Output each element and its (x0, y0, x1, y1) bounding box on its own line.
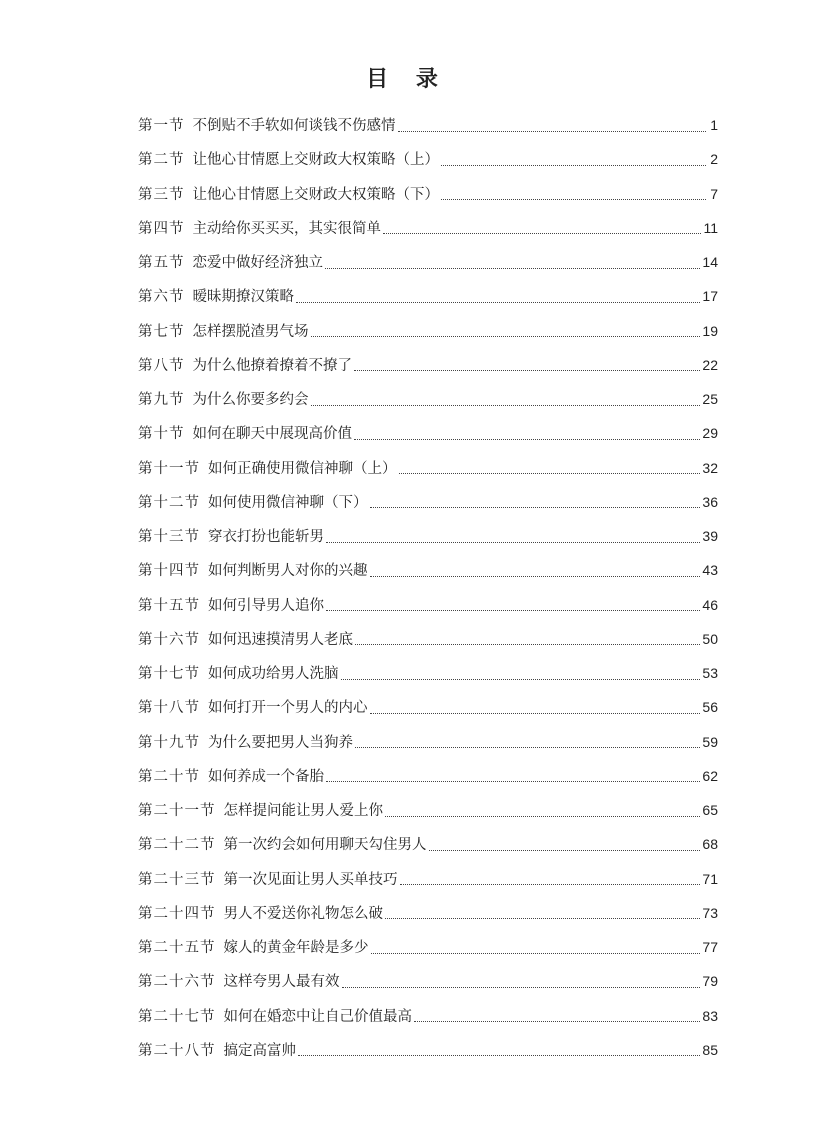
dot-leader (370, 576, 701, 577)
toc-entry-title: 怎样提问能让男人爱上你 (223, 803, 383, 819)
toc-entry[interactable] (138, 827, 718, 861)
toc-entry-title: 如何养成一个备胎 (208, 768, 324, 785)
toc-entry[interactable] (138, 964, 718, 998)
toc-section-number: 第六节 (138, 289, 185, 306)
toc-title: 目 录 (366, 66, 448, 92)
table-of-contents (138, 108, 718, 1067)
dot-leader (385, 816, 700, 817)
toc-entry[interactable] (138, 862, 718, 896)
toc-entry-title: 让他心甘情愿上交财政大权策略（下） (192, 186, 439, 203)
dot-leader (354, 370, 700, 371)
toc-page-number: 68 (702, 836, 718, 853)
dot-leader (370, 713, 701, 714)
toc-section-number: 第十五节 (138, 597, 200, 614)
toc-entry[interactable] (138, 690, 718, 724)
toc-entry[interactable] (138, 588, 718, 622)
toc-page-number: 32 (702, 459, 718, 476)
dot-leader (355, 747, 700, 748)
toc-section-number: 第二十八节 (138, 1042, 216, 1059)
toc-page-number: 71 (702, 870, 718, 887)
toc-entry[interactable] (138, 622, 718, 656)
toc-page-number: 14 (702, 254, 718, 270)
toc-entry[interactable] (138, 725, 718, 759)
toc-page-number: 79 (702, 973, 718, 990)
dot-leader (398, 131, 707, 132)
toc-section-number: 第二十七节 (138, 1008, 216, 1025)
toc-entry-title: 穿衣打扮也能斩男 (208, 529, 324, 545)
toc-section-number: 第二十六节 (138, 974, 216, 991)
toc-entry-title: 如何判断男人对你的兴趣 (208, 563, 368, 580)
toc-entry[interactable] (138, 142, 718, 176)
toc-section-number: 第十七节 (138, 666, 200, 682)
toc-entry-title: 嫁人的黄金年龄是多少 (223, 940, 369, 956)
toc-page-number: 50 (702, 630, 718, 647)
toc-entry[interactable] (138, 793, 718, 827)
toc-entry-title: 主动给你买买买，其实很简单 (192, 220, 381, 237)
toc-entry[interactable] (138, 211, 718, 245)
toc-section-number: 第九节 (138, 392, 185, 408)
dot-leader (311, 336, 701, 337)
toc-section-number: 第二十一节 (138, 803, 216, 819)
toc-section-number: 第七节 (138, 323, 185, 340)
toc-section-number: 第二节 (138, 152, 185, 169)
dot-leader (429, 850, 701, 851)
toc-section-number: 第十节 (138, 426, 185, 443)
toc-page-number: 2 (710, 151, 718, 168)
toc-page-number: 73 (702, 904, 718, 921)
toc-entry[interactable] (138, 314, 718, 348)
dot-leader (383, 233, 701, 234)
toc-entry-title: 如何打开一个男人的内心 (208, 700, 368, 717)
toc-section-number: 第十三节 (138, 529, 200, 545)
dot-leader (298, 1055, 700, 1056)
toc-entry-title: 第一次约会如何用聊天勾住男人 (223, 837, 427, 854)
dot-leader (385, 918, 700, 919)
dot-leader (399, 473, 701, 474)
toc-page-number: 22 (702, 356, 718, 373)
toc-entry[interactable] (138, 656, 718, 690)
dot-leader (400, 884, 701, 885)
toc-entry-title: 如何在聊天中展现高价值 (192, 426, 352, 443)
toc-entry-title: 这样夸男人最有效 (223, 974, 340, 991)
toc-entry[interactable] (138, 519, 718, 553)
toc-section-number: 第十一节 (138, 460, 200, 477)
toc-entry[interactable] (138, 382, 718, 416)
toc-page-number: 46 (702, 596, 718, 613)
toc-section-number: 第十二节 (138, 494, 200, 511)
toc-entry-title: 第一次见面让男人买单技巧 (223, 871, 398, 888)
toc-page-number: 11 (703, 219, 718, 236)
dot-leader (342, 987, 701, 988)
toc-section-number: 第二十三节 (138, 871, 216, 888)
toc-entry[interactable] (138, 416, 718, 450)
toc-section-number: 第三节 (138, 186, 185, 203)
toc-page-number: 39 (702, 528, 718, 544)
toc-page-number: 1 (710, 117, 718, 133)
toc-entry[interactable] (138, 485, 718, 519)
dot-leader (326, 781, 700, 782)
dot-leader (414, 1021, 700, 1022)
dot-leader (296, 302, 700, 303)
toc-section-number: 第二十四节 (138, 905, 216, 922)
dot-leader (441, 199, 706, 200)
toc-section-number: 第十九节 (138, 734, 200, 751)
toc-section-number: 第十四节 (138, 563, 200, 580)
toc-page-number: 85 (702, 1041, 718, 1058)
toc-entry-title: 怎样摆脱渣男气场 (192, 323, 309, 340)
toc-page-number: 43 (702, 562, 718, 579)
toc-entry-title: 暧昧期撩汉策略 (192, 289, 294, 306)
toc-entry[interactable] (138, 177, 718, 211)
toc-entry[interactable] (138, 451, 718, 485)
toc-entry-title: 为什么要把男人当狗养 (208, 734, 353, 751)
toc-entry-title: 恋爱中做好经济独立 (192, 255, 323, 271)
dot-leader (370, 507, 701, 508)
toc-entry-title: 为什么你要多约会 (192, 392, 309, 408)
toc-entry-title: 不倒贴不手软如何谈钱不伤感情 (192, 118, 396, 134)
toc-entry-title: 搞定高富帅 (223, 1042, 296, 1059)
dot-leader (311, 405, 701, 406)
toc-entry[interactable] (138, 553, 718, 587)
toc-entry-title: 如何在婚恋中让自己价值最高 (223, 1008, 412, 1025)
toc-page-number: 25 (702, 391, 718, 407)
toc-page-number: 7 (710, 185, 718, 202)
toc-page-number: 56 (702, 699, 718, 716)
dot-leader (371, 953, 701, 954)
dot-leader (325, 268, 700, 269)
toc-page-number: 77 (702, 939, 718, 955)
toc-section-number: 第二十节 (138, 768, 200, 785)
toc-entry[interactable] (138, 108, 718, 142)
toc-entry-title: 如何引导男人追你 (208, 597, 324, 614)
toc-entry[interactable] (138, 348, 718, 382)
dot-leader (441, 165, 706, 166)
toc-section-number: 第一节 (138, 118, 185, 134)
toc-entry[interactable] (138, 930, 718, 964)
toc-section-number: 第四节 (138, 220, 185, 237)
toc-entry-title: 如何成功给男人洗脑 (208, 666, 339, 682)
toc-entry[interactable] (138, 896, 718, 930)
toc-entry-title: 如何迅速摸清男人老底 (208, 631, 353, 648)
toc-section-number: 第十六节 (138, 631, 200, 648)
toc-section-number: 第八节 (138, 357, 185, 374)
toc-entry[interactable] (138, 245, 718, 279)
toc-page-number: 19 (702, 322, 718, 339)
toc-section-number: 第二十五节 (138, 940, 216, 956)
toc-page-number: 29 (702, 425, 718, 442)
toc-entry[interactable] (138, 999, 718, 1033)
dot-leader (355, 644, 700, 645)
toc-page-number: 53 (702, 665, 718, 681)
toc-page-number: 62 (702, 767, 718, 784)
toc-entry-title: 让他心甘情愿上交财政大权策略（上） (192, 152, 439, 169)
dot-leader (354, 439, 700, 440)
toc-section-number: 第二十二节 (138, 837, 216, 854)
toc-entry-title: 如何正确使用微信神聊（上） (208, 460, 397, 477)
toc-entry[interactable] (138, 279, 718, 313)
toc-page-number: 36 (702, 493, 718, 510)
toc-section-number: 第五节 (138, 255, 185, 271)
toc-entry[interactable] (138, 1033, 718, 1067)
toc-page-number: 17 (702, 288, 718, 305)
dot-leader (341, 679, 701, 680)
toc-entry-title: 如何使用微信神聊（下） (208, 494, 368, 511)
toc-entry[interactable] (138, 759, 718, 793)
toc-page-number: 65 (702, 802, 718, 818)
dot-leader (326, 610, 700, 611)
dot-leader (326, 542, 700, 543)
toc-page-number: 83 (702, 1007, 718, 1024)
toc-page-number: 59 (702, 733, 718, 750)
toc-entry-title: 男人不爱送你礼物怎么破 (223, 905, 383, 922)
toc-entry-title: 为什么他撩着撩着不撩了 (192, 357, 352, 374)
toc-section-number: 第十八节 (138, 700, 200, 717)
